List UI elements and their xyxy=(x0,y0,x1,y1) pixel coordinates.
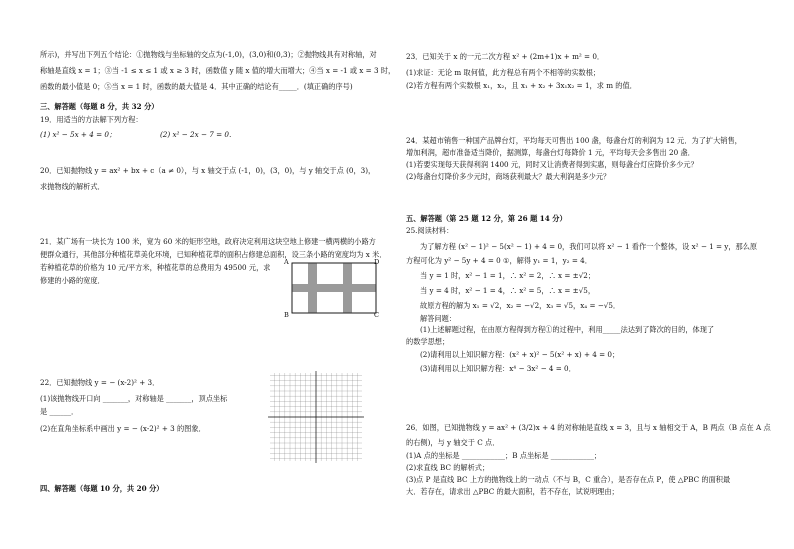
q23-line-1: 23．已知关于 x 的一元二次方程 x² + (2m+1)x + m² = 0． xyxy=(406,52,605,61)
q25-title: 25.阅读材料： xyxy=(406,226,454,235)
section-5-heading: 五、解答题（第 25 题 12 分，第 26 题 14 分） xyxy=(406,214,567,223)
q25-part-1-cont: 的数学思想； xyxy=(406,337,450,346)
rectangle-path-figure xyxy=(286,258,384,320)
q25-answer-heading: 解答问题： xyxy=(420,314,456,323)
q23-line-3: (2)若方程有两个实数根 x₁，x₂，且 x₁ + x₂ + 3x₁x₂ = 1，求 m 的值． xyxy=(406,81,637,90)
q25-part-3: (3)请利用以上知识解方程：x⁴ − 3x² − 4 = 0． xyxy=(420,364,576,373)
section-3-heading: 三、解答题（每题 8 分，共 32 分） xyxy=(40,102,159,111)
q19-part-1: (1) x² − 5x + 4 = 0； xyxy=(40,130,117,139)
q21-line-4: 修建的小路的宽度． xyxy=(40,276,105,285)
q23-line-2: (1)求证：无论 m 取何值，此方程总有两个不相等的实数根； xyxy=(406,68,601,77)
q25-material-5: 故原方程的解为 x₁ = √2，x₂ = −√2，x₃ = √5，x₄ = −√5． xyxy=(420,301,621,310)
q18-line-3: 函数的最小值是 0；⑤当 x = 1 时，函数的最大值是 4．其中正确的结论有_____．(填正确的序号) xyxy=(40,82,353,91)
section-4-heading: 四、解答题（每题 10 分，共 20 分） xyxy=(40,484,164,493)
q22-line-2: (1)该抛物线开口向 _______，对称轴是 _______，顶点坐标 xyxy=(40,394,228,403)
q26-line-1: 26．如图，已知抛物线 y = ax² + (3/2)x + 4 的对称轴是直线 x = 3，且与 x 轴相交于 A，B 两点（B 点在 A 点 xyxy=(406,423,771,432)
q22-line-1: 22．已知抛物线 y = − (x-2)² + 3． xyxy=(40,378,160,387)
q25-material-1: 为了解方程 (x² − 1)² − 5(x² − 1) + 4 = 0，我们可以将 x² − 1 看作一个整体，设 x² − 1 = y，那么原 xyxy=(420,242,758,251)
q25-material-3: 当 y = 1 时，x² − 1 = 1，∴ x² = 2，∴ x = ±√2； xyxy=(420,271,596,280)
q21-line-3: 若种植花草的价格为 10 元/平方米，种植花草的总费用为 49500 元，求 xyxy=(40,263,271,272)
q25-material-2: 方程可化为 y² − 5y + 4 = 0 ①，解得 y₁ = 1，y₂ = 4． xyxy=(406,256,592,265)
q21-line-2: 便群众通行，其他部分种植花草美化环境，已知种植花草的面积占修建总面积，设三条小路的宽度均为 x 米． xyxy=(40,250,387,259)
q18-line-2: 称轴是直线 x = 1；③当 -1 ≤ x ≤ 1 或 x ≥ 3 时，函数值 y 随 x 值的增大而增大；④当 x = -1 或 x = 3 时， xyxy=(40,66,396,75)
q25-part-1: (1)上述解题过程，在由原方程得到方程①的过程中，利用_____法达到了降次的目的，体现了 xyxy=(420,325,715,334)
q24-line-2: 增加利润，超市准备适当降价，据测算，每盏台灯每降价 1 元，平均每天会多售出 20 盏． xyxy=(406,148,695,157)
q26-line-4: (2)求直线 BC 的解析式； xyxy=(406,463,490,472)
q18-line-1: 所示)，并写出下列五个结论：①抛物线与坐标轴的交点为(-1,0)，(3,0)和(0,3)；②抛物线具有对称轴，对 xyxy=(40,50,377,59)
q26-line-2: 的右侧)，与 y 轴交于 C 点． xyxy=(406,438,500,447)
q24-line-4: (2)每盏台灯降价多少元时，商场获利最大？最大利润是多少元？ xyxy=(406,172,611,181)
q20-line-2: 求抛物线的解析式． xyxy=(40,182,105,191)
figure-label-b: B xyxy=(284,311,289,319)
coordinate-grid xyxy=(268,371,364,463)
q22-line-4: (2)在直角坐标系中画出 y = − (x-2)² + 3 的图象． xyxy=(40,424,206,433)
q22-line-3: 是 ______． xyxy=(40,407,79,416)
figure-label-d: D xyxy=(374,258,380,266)
figure-label-c: C xyxy=(374,311,380,319)
q26-line-6: 大．若存在，请求出 △PBC 的最大面积，若不存在，试说明理由； xyxy=(406,487,619,496)
q26-line-3: (1)A 点的坐标是 ____________；B 点坐标是 ____________； xyxy=(406,451,602,460)
q19-title: 19．用适当的方法解下列方程： xyxy=(40,115,143,124)
figure-label-a: A xyxy=(284,258,289,266)
q20-line-1: 20．已知抛物线 y = ax² + bx + c（a ≠ 0），与 x 轴交于点 (-1，0)，(3，0)，与 y 轴交于点 (0，3)， xyxy=(40,166,376,175)
q25-part-2: (2)请利用以上知识解方程：(x² + x)² − 5(x² + x) + 4 = 0； xyxy=(420,350,620,359)
q24-line-1: 24．某超市销售一种国产品牌台灯，平均每天可售出 100 盏，每盏台灯的利润为 12 元．为了扩大销售， xyxy=(406,136,742,145)
q21-line-1: 21．某广场有一块长为 100 米，宽为 60 米的矩形空地，政府决定利用这块空地上修建一横两横的小路方 xyxy=(40,237,376,246)
q19-part-2: (2) x² − 2x − 7 = 0． xyxy=(160,130,237,139)
q26-line-5: (3)点 P 是直线 BC 上方的抛物线上的一动点（不与 B，C 重合），是否存在点 P，使 △PBC 的面积最 xyxy=(406,475,731,484)
q25-material-4: 当 y = 4 时，x² − 1 = 4，∴ x² = 5，∴ x = ±√5， xyxy=(420,286,596,295)
q24-line-3: (1)若要实现每天获得利润 1400 元，同时又让消费者得到实惠，则每盏台灯应降价多少元？ xyxy=(406,160,698,169)
